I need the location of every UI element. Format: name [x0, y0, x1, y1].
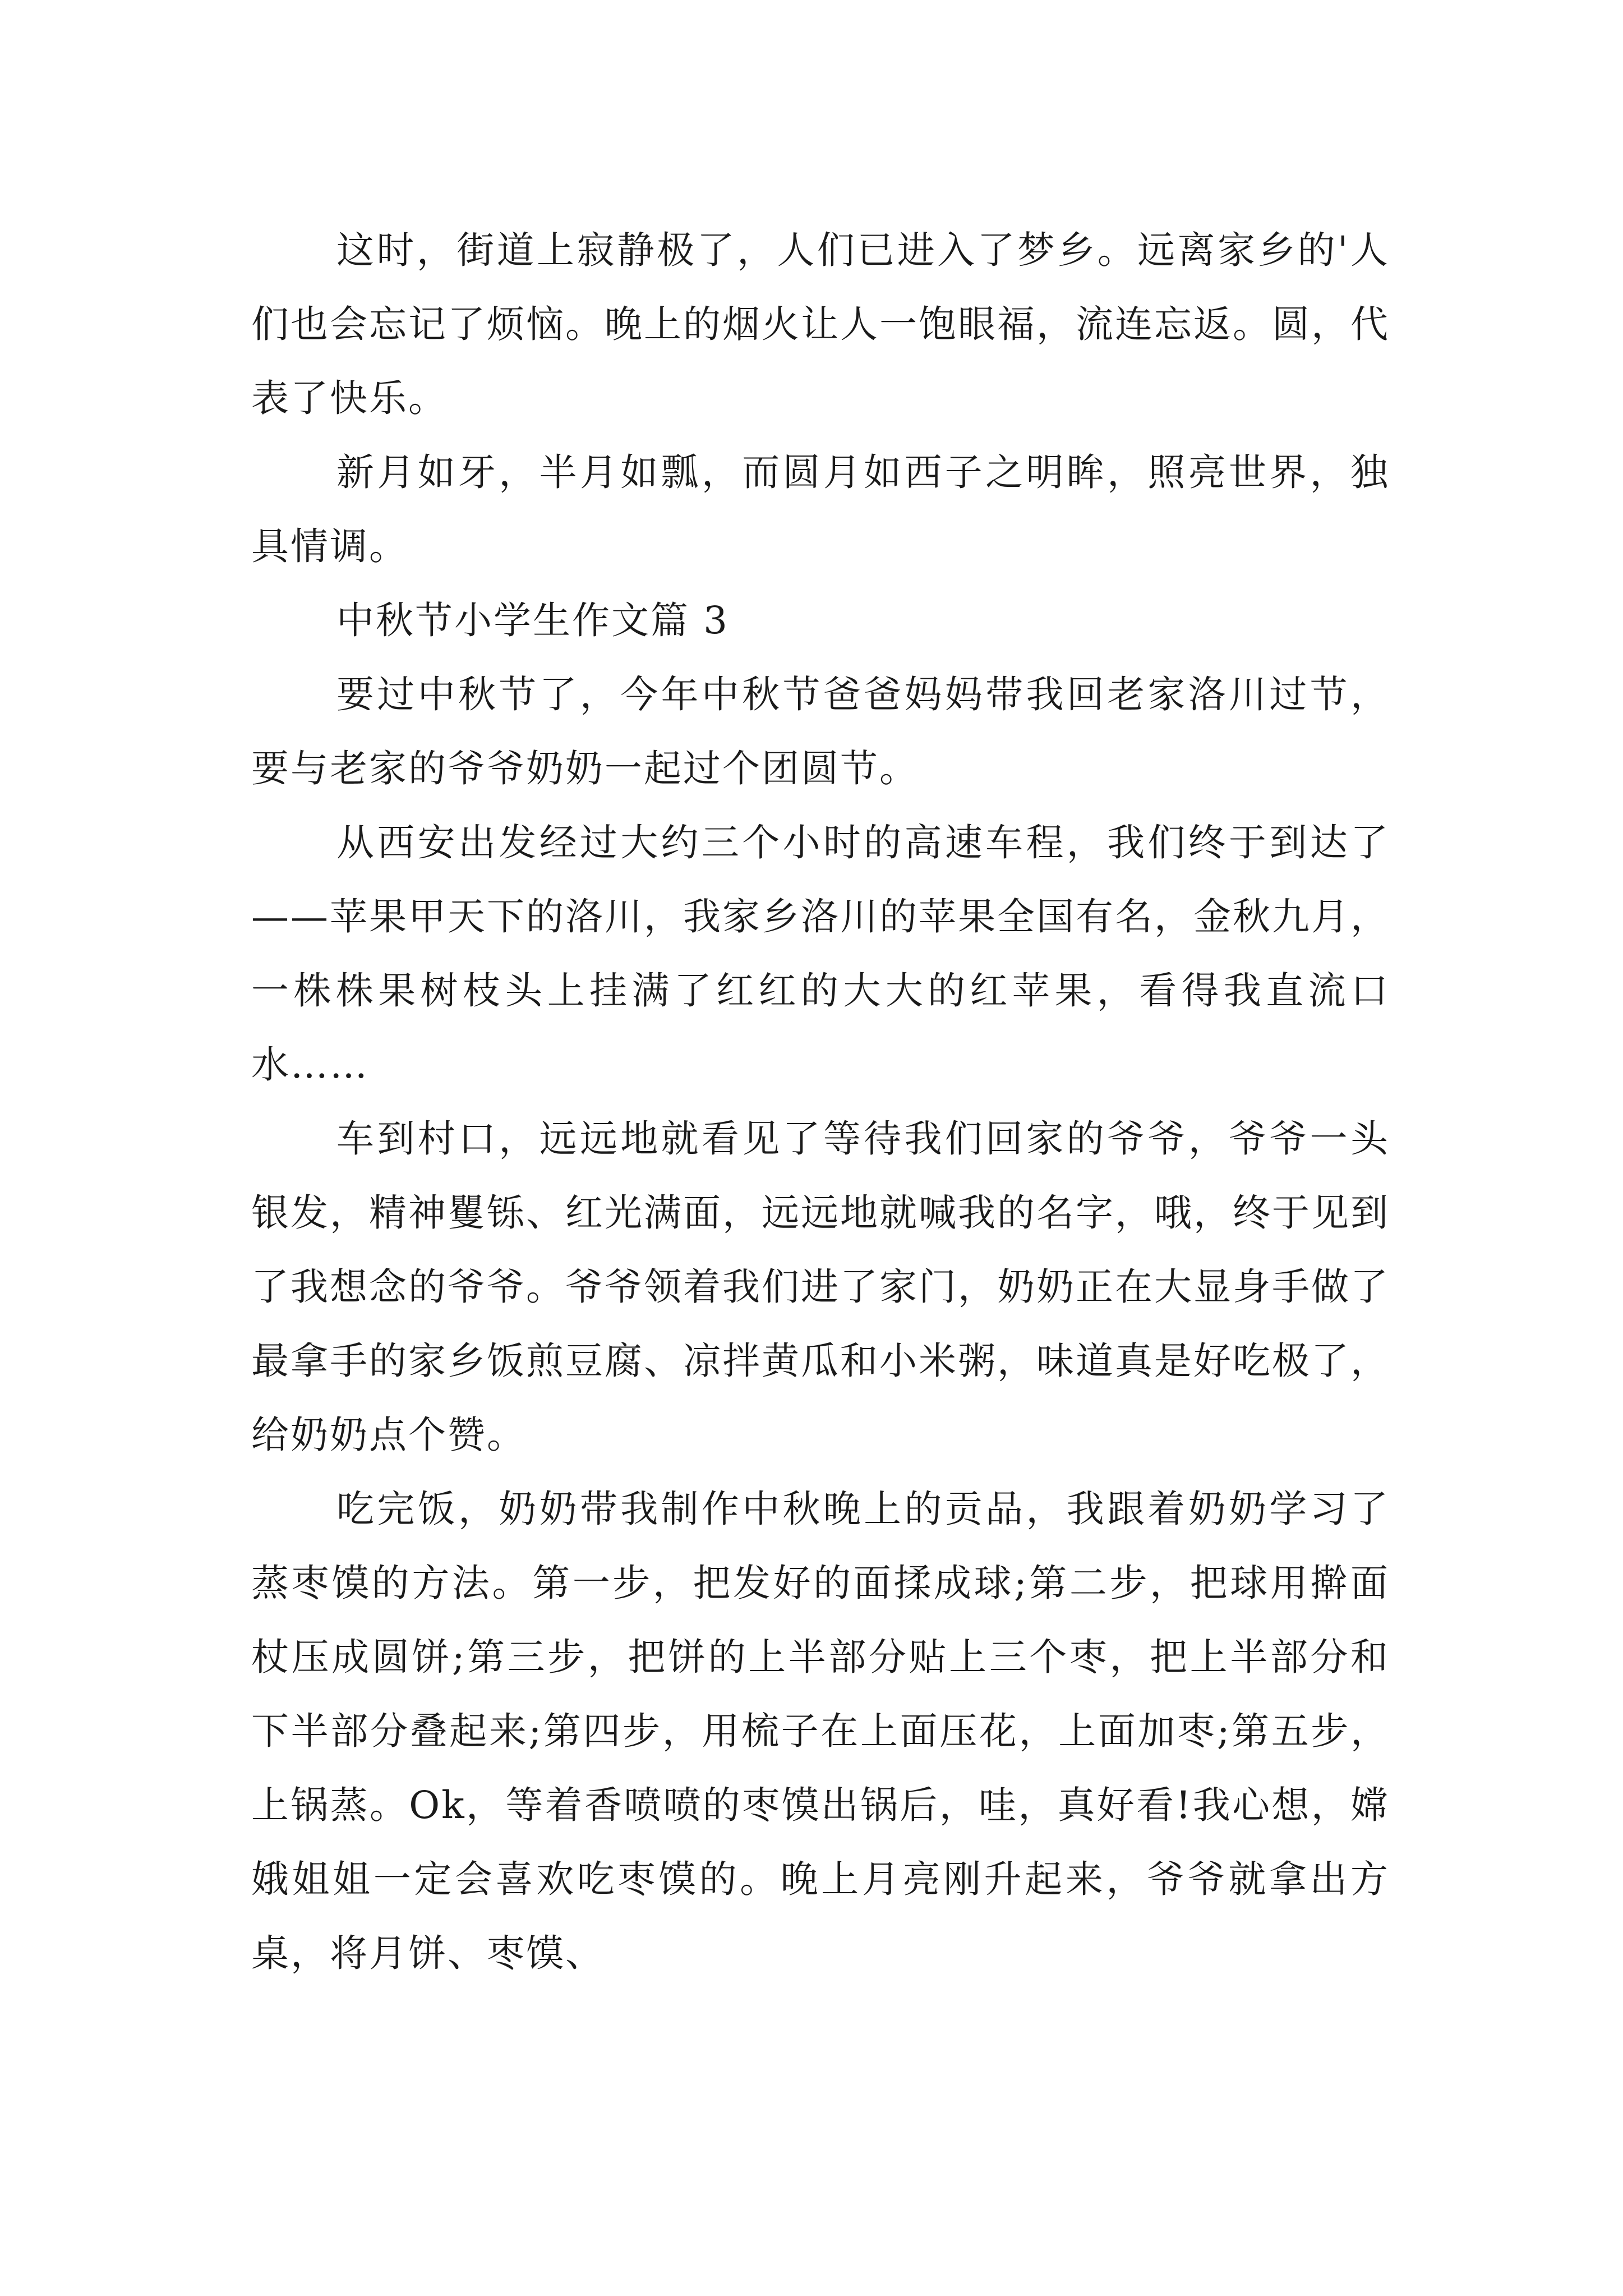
paragraph-2: 新月如牙，半月如瓢，而圆月如西子之明眸，照亮世界，独具情调。: [251, 450, 1390, 568]
paragraph-6: 吃完饭，奶奶带我制作中秋晚上的贡品，我跟着奶奶学习了蒸枣馍的方法。第一步，把发好的面揉成球;第二步，把球用擀面杖压成圆饼;第三步，把饼的上半部分贴上三个枣，把上半部分和下半部分叠起来;第四步，用梳子在上面压花，上面加枣;第五步，上锅蒸。Ok，等着香喷喷的枣馍出锅后，哇，真好看!我心想，嫦娥姐姐一定会喜欢吃枣馍的。晚上月亮刚升起来，爷爷就拿出方桌，将月饼、枣馍、: [251, 1487, 1390, 1975]
paragraph-3: 要过中秋节了，今年中秋节爸爸妈妈带我回老家洛川过节，要与老家的爷爷奶奶一起过个团圆节。: [251, 673, 1390, 790]
document-body: [251, 213, 1390, 1990]
paragraph-4: 从西安出发经过大约三个小时的高速车程，我们终于到达了——苹果甲天下的洛川，我家乡洛川的苹果全国有名，金秋九月，一株株果树枝头上挂满了红红的大大的红苹果，看得我直流口水……: [251, 821, 1390, 1087]
paragraph-5: 车到村口，远远地就看见了等待我们回家的爷爷，爷爷一头银发，精神矍铄、红光满面，远远地就喊我的名字，哦，终于见到了我想念的爷爷。爷爷领着我们进了家门，奶奶正在大显身手做了最拿手的家乡饭煎豆腐、凉拌黄瓜和小米粥，味道真是好吃极了，给奶奶点个赞。: [251, 1117, 1390, 1457]
paragraph-1: 这时，街道上寂静极了，人们已进入了梦乡。远离家乡的'人们也会忘记了烦恼。晚上的烟火让人一饱眼福，流连忘返。圆，代表了快乐。: [251, 228, 1390, 420]
section-heading: 中秋节小学生作文篇 3: [336, 599, 729, 642]
